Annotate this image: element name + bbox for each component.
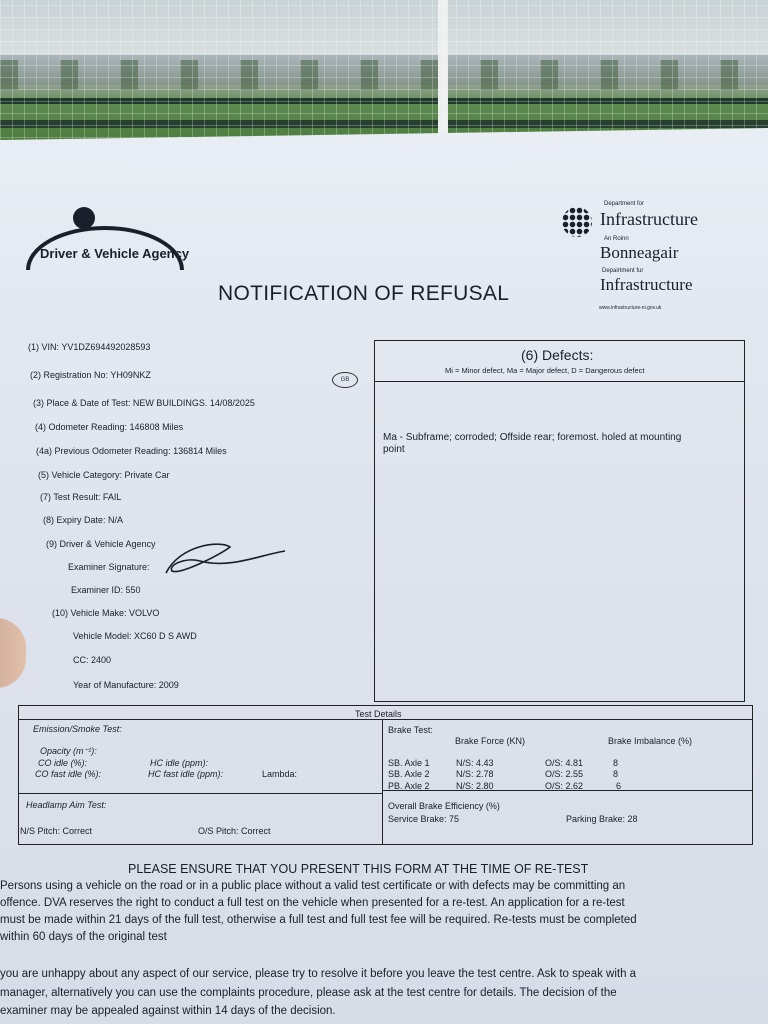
field-registration: (2) Registration No: YH09NKZ bbox=[30, 370, 151, 380]
field-agency: (9) Driver & Vehicle Agency bbox=[46, 539, 156, 549]
field-year: Year of Manufacture: 2009 bbox=[73, 680, 179, 690]
dfi-emblem-icon bbox=[562, 207, 592, 237]
field-expiry: (8) Expiry Date: N/A bbox=[43, 515, 124, 525]
lambda-label: Lambda: bbox=[262, 769, 298, 779]
brake-force-header: Brake Force (KN) bbox=[455, 736, 526, 746]
dva-name: Driver & Vehicle Agency bbox=[40, 246, 190, 261]
field-cc: CC: 2400 bbox=[73, 655, 112, 665]
field-vin: (1) VIN: YV1DZ694492028593 bbox=[28, 342, 151, 352]
overall-brake-title: Overall Brake Efficiency (%) bbox=[388, 801, 500, 811]
field-make: (10) Vehicle Make: VOLVO bbox=[52, 608, 160, 618]
co-idle-label: CO idle (%): bbox=[38, 758, 88, 768]
examiner-signature bbox=[160, 535, 290, 585]
emission-title: Emission/Smoke Test: bbox=[33, 724, 122, 734]
document-title: NOTIFICATION OF REFUSAL bbox=[218, 282, 510, 305]
test-details-title: Test Details bbox=[355, 709, 402, 719]
field-category: (5) Vehicle Category: Private Car bbox=[38, 470, 170, 480]
field-examiner-id: Examiner ID: 550 bbox=[71, 585, 141, 595]
field-odometer: (4) Odometer Reading: 146808 Miles bbox=[35, 422, 184, 432]
os-pitch: O/S Pitch: Correct bbox=[198, 826, 271, 836]
background-photo bbox=[0, 0, 768, 150]
hc-fast-label: HC fast idle (ppm): bbox=[148, 769, 224, 779]
gb-badge: GB bbox=[332, 372, 358, 388]
field-place-date: (3) Place & Date of Test: NEW BUILDINGS. 14/08/2025 bbox=[33, 398, 255, 408]
service-brake: Service Brake: 75 bbox=[388, 814, 460, 824]
headlamp-title: Headlamp Aim Test: bbox=[26, 800, 107, 810]
brake-title: Brake Test: bbox=[388, 725, 433, 735]
hc-idle-label: HC idle (ppm): bbox=[150, 758, 209, 768]
defect-item: Ma - Subframe; corroded; Offside rear; foremost. holed at mounting bbox=[383, 432, 682, 443]
parking-brake: Parking Brake: 28 bbox=[566, 814, 638, 824]
defect-item-cont: point bbox=[383, 444, 405, 455]
test-details-box bbox=[18, 705, 753, 845]
defects-box bbox=[374, 340, 745, 702]
defects-legend: Mi = Minor defect, Ma = Major defect, D = Dangerous defect bbox=[445, 366, 645, 375]
co-fast-label: CO fast idle (%): bbox=[35, 769, 102, 779]
ns-pitch: N/S Pitch: Correct bbox=[20, 826, 93, 836]
retest-heading: PLEASE ENSURE THAT YOU PRESENT THIS FORM AT THE TIME OF RE-TEST bbox=[128, 862, 589, 876]
field-model: Vehicle Model: XC60 D S AWD bbox=[73, 631, 197, 641]
field-examiner-signature: Examiner Signature: bbox=[68, 562, 150, 572]
opacity-label: Opacity (m⁻¹): bbox=[40, 746, 97, 756]
field-result: (7) Test Result: FAIL bbox=[40, 492, 122, 502]
field-prev-odometer: (4a) Previous Odometer Reading: 136814 Miles bbox=[36, 446, 227, 456]
brake-imbalance-header: Brake Imbalance (%) bbox=[608, 736, 693, 746]
defects-title: (6) Defects: bbox=[521, 347, 594, 363]
